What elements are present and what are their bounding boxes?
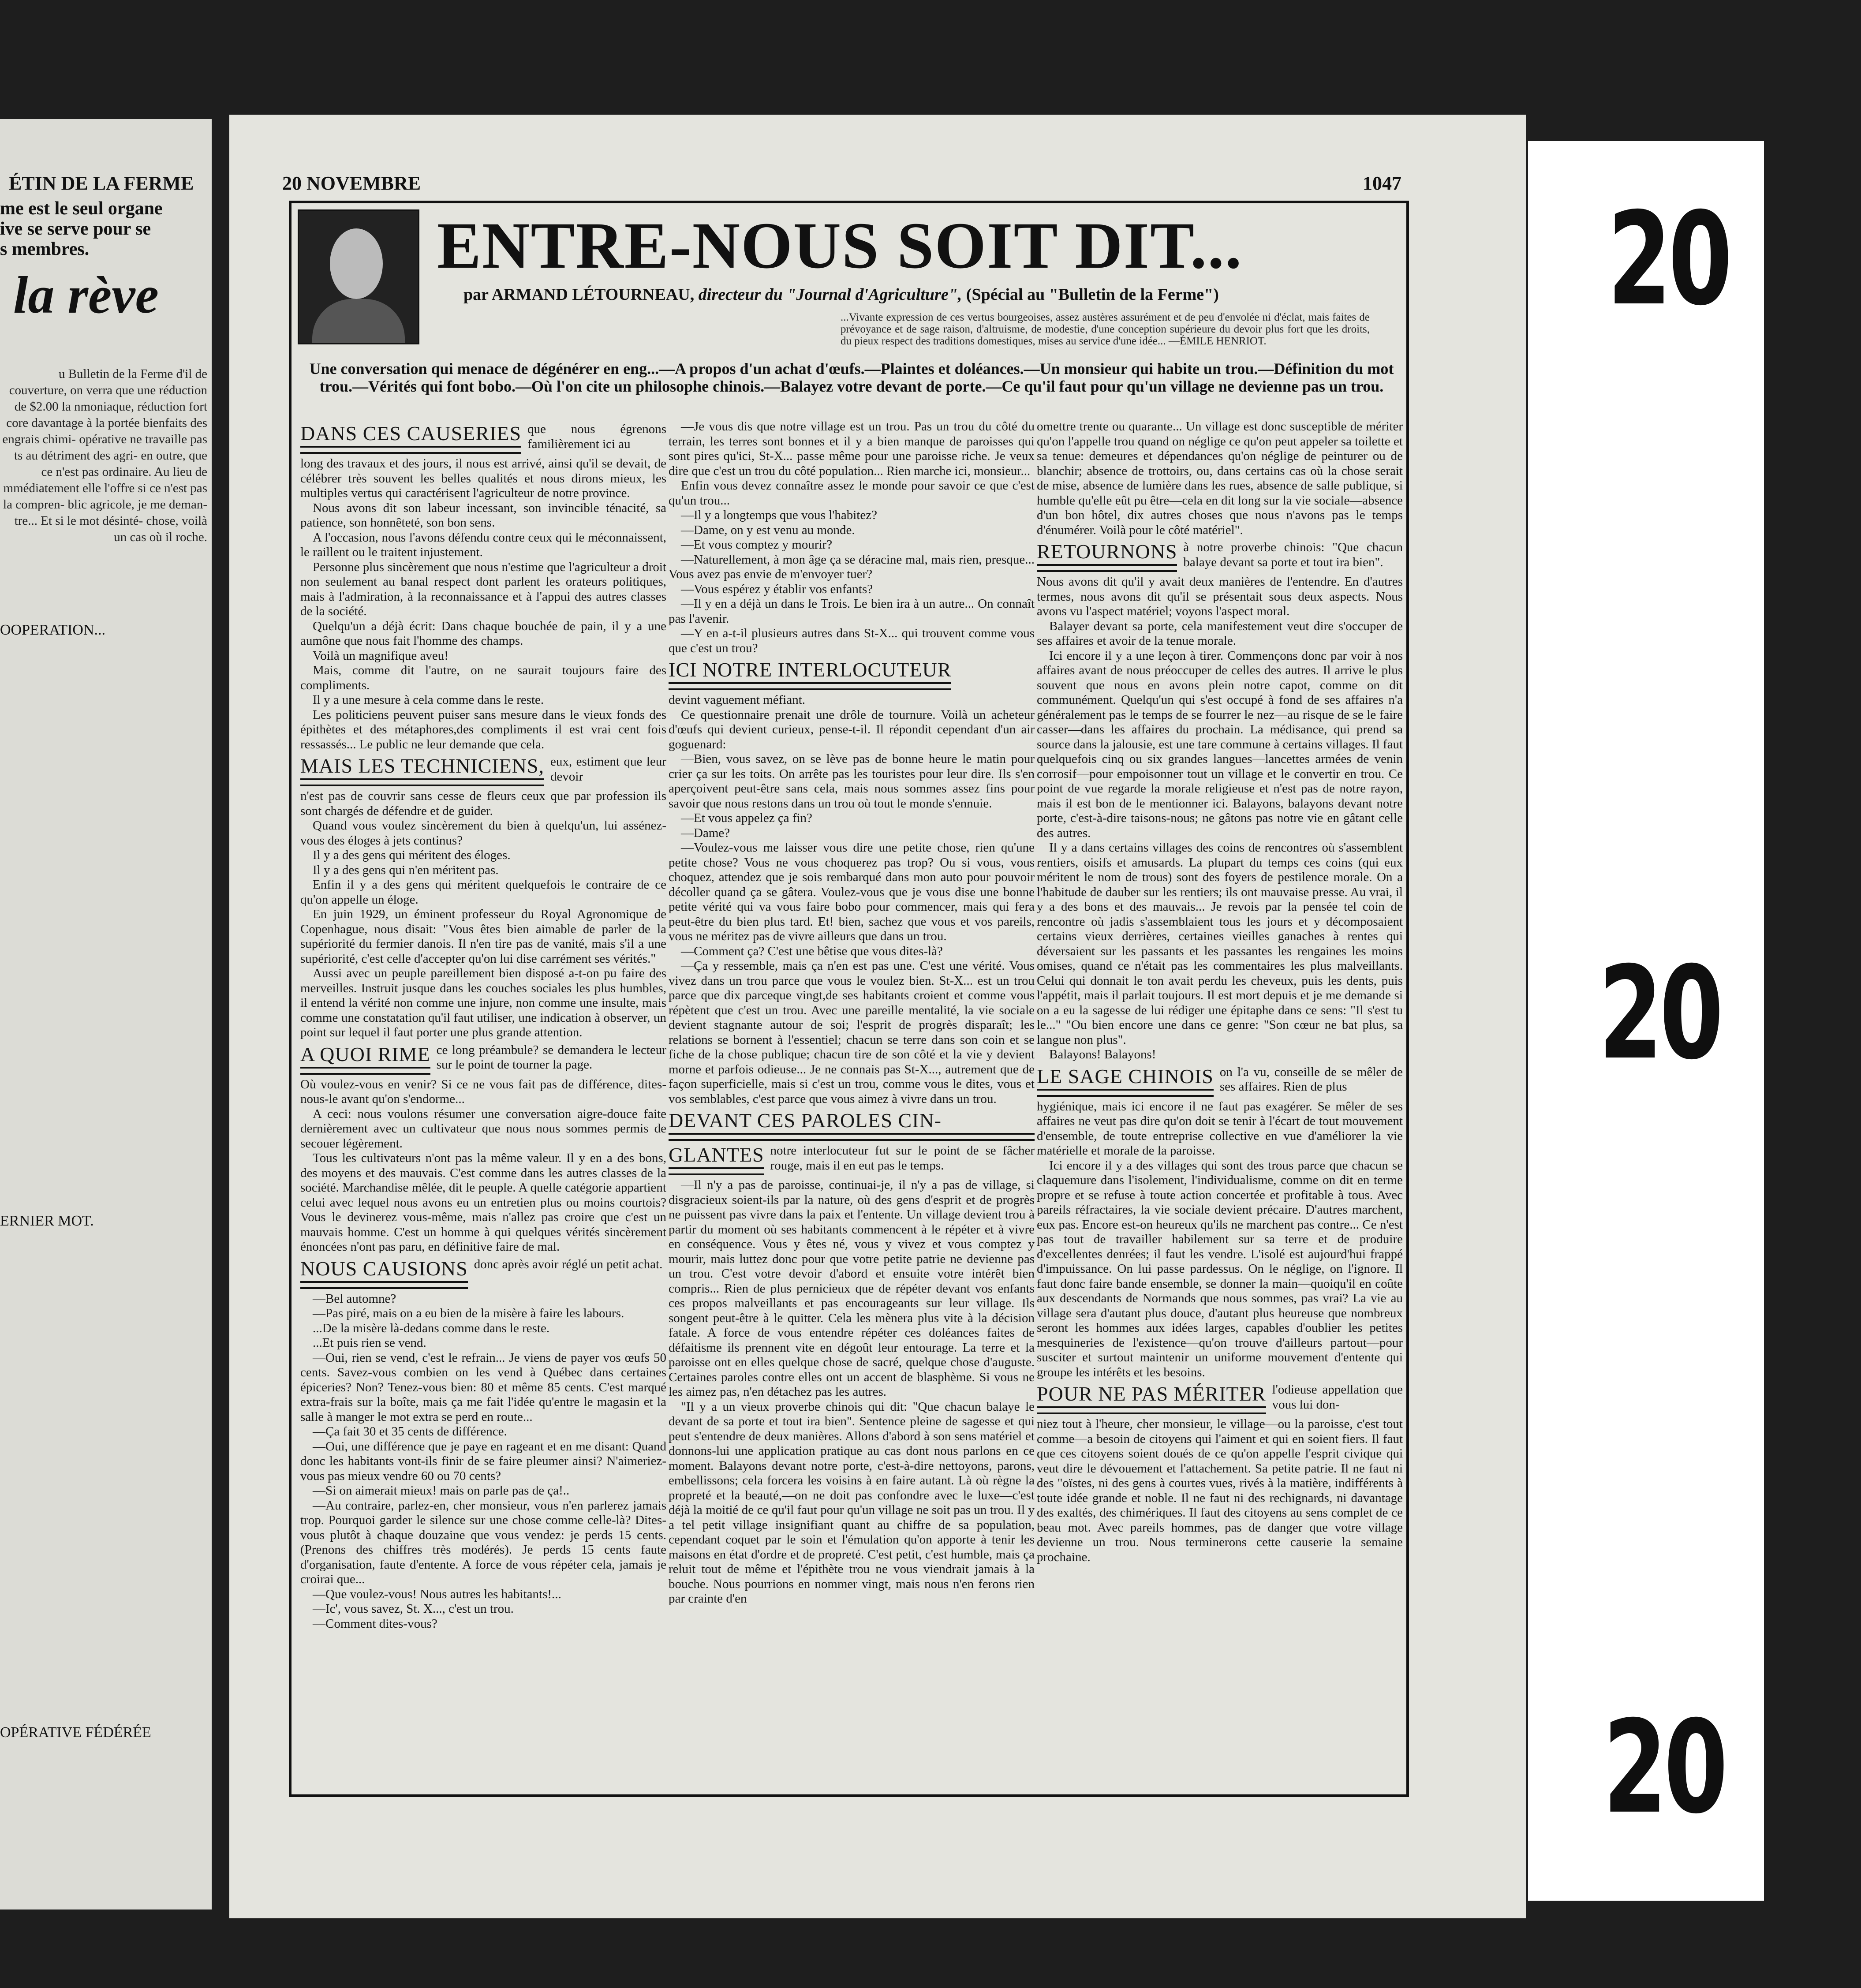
page-number: 1047 (1363, 172, 1401, 194)
portrait-shoulders (312, 299, 405, 343)
paragraph: Il y a une mesure à cela comme dans le reste. (313, 693, 544, 707)
frame-number: 20 (1607, 185, 1730, 334)
frame-number: 20 (1603, 1693, 1725, 1842)
previous-page-title: la rève (13, 265, 159, 324)
paragraph: Il y a des gens qui méritent des éloges. (313, 848, 511, 862)
subheading-side-text: l'odieuse appellation que vous lui don- (1272, 1383, 1403, 1412)
paragraph: —Naturellement, à mon âge ça se déracine mal, mais rien, presque... Vous avez pas envie de m'envoyer tuer? (669, 552, 1035, 581)
paragraph: —Bel automne? (313, 1291, 396, 1306)
paragraph: Ici encore il y a une leçon à tirer. Commençons donc par voir à nos affaires avant de nous préoccuper de celles des autres. Il arrive le plus souvent que nous en avons plein notre capot, comme on dit communément. Quelqu'un qui s'est occupé à fond de ses affaires n'a généralement pas le temps de se fourrer le nez—au risque de se le faire casser—dans les affaires du prochain. La médisance, qui prend sa source dans la jalousie, est une tare commune à certains villages. Il faut quelquefois cinq ou six grandes langues—lancettes armées de venin corrosif—pour empoisonner tout un village et le convertir en trou. Ce point de vue regarde la morale religieuse et n'est pas de notre rayon, mais il est bon de le mentionner ici. Balayons, balayons devant notre porte, c'est-à-dire taisons-nous; ne gâtons pas notre vie en gâtant celle des autres. (1037, 648, 1403, 840)
paragraph: —Je vous dis que notre village est un trou. Pas un trou du côté du terrain, les terres sont bonnes et il y a bien manque de paroisses qui sont pires qu'ici, St-X... passe même pour une paroisse riche. Je veux dire que c'est un trou du côté population... Rien marche ici, monsieur... (669, 419, 1035, 478)
paragraph: —Y en a-t-il plusieurs autres dans St-X... qui trouvent comme vous que c'est un trou? (669, 626, 1035, 655)
article-column-3 (1037, 419, 1403, 1782)
paragraph: n'est pas de couvrir sans cesse de fleurs ceux que par profession ils sont chargés de défendre et de guider. (300, 789, 666, 818)
subheading-block (669, 1143, 1035, 1175)
paragraph: —Voulez-vous me laisser vous dire une petite chose, rien qu'une petite chose? Vous ne vous choquerez pas trop? Ou si vous, vous choquez, attendez que je sois rembarqué dans mon auto pour pouvoir décoller quand ça se gâtera. Voulez-vous que je vous dise une bonne petite vérité qui va vous faire bobo pour commencer, mais qui fera peut-être du bien plus tard. Et! bien, sachez que vous et vos pareils, vous ne méritez pas de vivre ailleurs que dans un trou. (669, 841, 1035, 943)
paragraph: —Et vous appelez ça fin? (681, 811, 812, 825)
paragraph: Mais, comme dit l'autre, on ne saurait toujours faire des compliments. (300, 663, 666, 692)
subheading-block (300, 1043, 666, 1075)
paragraph: —Comment ça? C'est une bêtise que vous dites-là? (681, 944, 943, 958)
byline-author: par ARMAND LÉTOURNEAU, (463, 285, 695, 304)
article-byline (463, 285, 1219, 304)
author-portrait (298, 209, 419, 344)
frame-number: 20 (1599, 939, 1721, 1088)
paragraph: —Il n'y a pas de paroisse, continuai-je, il n'y a pas de village, si disgracieux soient-ils par la nature, où des gens d'esprit et de progrès ne puissent pas vivre dans la paix et l'entente. Un village devient trou à partir du moment où ses habitants commencent à le répéter et à vivre en conséquence. Vous y êtes né, vous y vivez et vous comptez y mourir, mais luttez donc pour que votre petite patrie ne devienne pas un trou. C'est votre devoir d'abord et ensuite votre intérêt bien compris... Rien de plus pernicieux que de répéter devant vos enfants ces propos malveillants et pas encourageants sur leur village. Ils songent peut-être à le quitter. Cela les mènera plus vite à la décision fatale. A force de vous entendre répéter ces doléances faites de défaitisme ils prennent vite en dégoût leur entourage. La terre et la paroisse ont en elles quelque chose de sacré, quelque chose d'auguste. Certaines paroles contre elles ont un accent de blasphème. Si vous ne les aimez pas, n'en détachez pas les autres. (669, 1178, 1035, 1399)
paragraph: —Pas piré, mais on a eu bien de la misère à faire les labours. (313, 1306, 624, 1320)
article-headline: ENTRE-NOUS SOIT DIT... (437, 209, 1243, 282)
paragraph: —Au contraire, parlez-en, cher monsieur, vous n'en parlerez jamais trop. Pourquoi garder le silence sur une chose comme celle-là? Dites-vous plutôt à chaque douzaine que vous vendez: je perds 15 cents. (Prenons des chiffres très modérés). Je perds 15 cents faute d'organisation, faute d'entente. A force de vous répéter cela, jamais je croirai que... (300, 1498, 666, 1586)
main-page (229, 115, 1526, 1918)
microfilm-margin (1528, 141, 1764, 1901)
previous-page-body: u Bulletin de la Ferme d'il de couverture, on verra que une réduction de $2.00 la nmoniaque, réduction fort core davantage à la portée bienfaits des engrais chimi- opérative ne travaille pas ts au détriment des agri- en outre, que ce n'est pas ordinaire. Au lieu de mmédiatement elle l'offre si ce n'est pas la compren- blic agricole, je me deman- tre... Et si le mot désinté- chose, voilà un cas où il roche. (2, 367, 207, 544)
paragraph: —Si on aimerait mieux! mais on parle pas de ça!.. (313, 1484, 570, 1498)
subtitle-line: me est le seul organe (0, 198, 163, 219)
subheading: DEVANT CES PAROLES CIN- (669, 1109, 1035, 1141)
paragraph: —Ça y ressemble, mais ça n'en est pas une. C'est une vérité. Vous vivez dans un trou parce que vous le voulez bien. St-X... est un trou parce que dix parceque vingt,de ses habitants croient et comme vous répètent que c'est un trou. Avec une pareille mentalité, la vie sociale devient stagnante autour de soi; l'esprit de progrès disparaît; les relations se bornent à l'essentiel; chacun se terre dans son coin et se fiche de la chose publique; chacun tire de son côté et la vie y devient morne et parfois odieuse... Je ne connais pas St-X..., autrement que de façon superficielle, mais si c'est un trou, comme vous le dites, vous et vos semblables, c'est parce que vous aimez à vivre dans un trou. (669, 959, 1035, 1106)
article-frame (289, 201, 1409, 1797)
paragraph: A ceci: nous voulons résumer une conversation aigre-douce faite dernièrement avec un cultivateur que nous nous sommes permis de secouer légèrement. (300, 1106, 666, 1151)
paragraph: —Que voulez-vous! Nous autres les habitants!... (313, 1587, 561, 1601)
paragraph: Enfin vous devez connaître assez le monde pour savoir ce que c'est qu'un trou... (669, 478, 1035, 508)
subtitle-line: ive se serve pour se (0, 219, 151, 239)
subheading-block (300, 755, 666, 786)
subheading: GLANTES (669, 1143, 764, 1175)
paragraph: —Ic', vous savez, St. X..., c'est un trou. (313, 1602, 514, 1616)
paragraph: Les politiciens peuvent puiser sans mesure dans le vieux fonds des épithètes et des métaphores,des compliments il est vrai cent fois ressassés... Le public ne leur demande que cela. (300, 707, 666, 751)
paragraph: Quelqu'un a déjà écrit: Dans chaque bouchée de pain, il y a une aumône que nous fait l'homme des champs. (300, 619, 666, 648)
subheading-side-text: ce long préambule? se demandera le lecteur sur le point de tourner la page. (436, 1043, 666, 1072)
paragraph: —Bien, vous savez, on se lève pas de bonne heure le matin pour crier ça sur les toits. On arrête pas les touristes pour leur dire. Ils s'en aperçoivent peut-être sans cela, mais nous sommes assez fins pour savoir que nous restons dans un trou où tout le monde s'ennuie. (669, 752, 1035, 811)
previous-page-subtitle (0, 198, 163, 259)
paragraph: —Oui, une différence que je paye en rageant et en me disant: Quand donc les habitants vont-ils finir de se faire pleumer ainsi? N'aimeriez-vous pas mieux vendre 60 ou 70 cents? (300, 1439, 666, 1483)
subheading: DANS CES CAUSERIES (300, 422, 521, 454)
subheading: POUR NE PAS MÉRITER (1037, 1383, 1266, 1414)
previous-page-section: ERNIER MOT. (0, 1213, 94, 1229)
paragraph: Tous les cultivateurs n'ont pas la même valeur. Il y en a des bons, des moyens et des mauvais. C'est comme dans les autres classes de la société. Marchandise mêlée, dit le peuple. A quelle catégorie appartient celui avec lequel nous avons eu un entretien plus ou moins courtois? Vous le devinerez vous-même, mais n'allez pas croire que c'est un mauvais homme. C'est un homme à qui quelques vérités sincèrement énoncées n'ont pas paru, en définitive faire de mal. (300, 1151, 666, 1254)
paragraph: Ici encore il y a des villages qui sont des trous parce que chacun se claquemure dans l'isolement, l'individualisme, comme on dit en terme propre et se refuse à toute action concertée et profitable à tous. Avec pareils réfractaires, la vie sociale devient précaire. D'autres marchent, eux pas. Encore est-on heureux qu'ils ne marchent pas contre... Ce n'est pas tout de travailler habilement sur sa terre et de produire d'excellentes denrées; il faut les vendre. L'isolé est aujourd'hui frappé d'impuissance. On lui passe pardessus. On le néglige, on l'ignore. Il faut donc faire bande ensemble, se donner la main—quoiqu'il en coûte aux descendants de Normands que nous sommes, pas vrai? La vie au village sera d'autant plus douce, d'autant plus heureuse que nombreux seront les hommes aux idées larges, capables d'oublier les petites mesquineries de l'existence—qu'on trouve d'ailleurs partout—pour susciter et surtout maintenir un uniforme mouvement d'entente qui groupe les intérêts et les besoins. (1037, 1158, 1403, 1379)
paragraph: long des travaux et des jours, il nous est arrivé, ainsi qu'il se devait, de célébrer très souvent les belles qualités et nous dirons mieux, les multiples vertus qui caractérisent l'agriculteur de notre province. (300, 456, 666, 500)
paragraph: ...Et puis rien se vend. (313, 1336, 426, 1350)
subheading-block (669, 658, 1035, 690)
paragraph: Enfin il y a des gens qui méritent quelquefois le contraire de ce qu'on appelle un éloge. (300, 878, 666, 907)
paragraph: —Oui, rien se vend, c'est le refrain... Je viens de payer vos œufs 50 cents. Savez-vous combien on les vend à Québec dans certaines épiceries? Non? Tenez-vous bien: 80 et même 85 cents. C'est marqué extra-frais sur la boîte, mais ça me fait l'idée qu'entre le magasin et la salle à manger le mot extra se perd en route... (300, 1350, 666, 1424)
paragraph: —Et vous comptez y mourir? (681, 538, 833, 552)
paragraph: omettre trente ou quarante... Un village est donc susceptible de mériter qu'on l'appelle trou quand on néglige ce qu'on peut appeler sa toilette et sa tenue: demeures et dépendances qu'on néglige de peinturer ou de blanchir; absence de trottoirs, ou, dans certains cas où la chose serait de mise, absence de lumière dans les rues, absence de salle publique, si humble qu'elle eût pu être—cela en dit long sur la vie sociale—absence d'un bon hôtel, dix autres choses que nous n'avons pas le temps d'énumérer. Voilà pour le côté matériel". (1037, 419, 1403, 537)
paragraph: Nous avons dit son labeur incessant, son invincible ténacité, sa patience, son honnêteté, son bon sens. (300, 501, 666, 530)
subheading-side-text: à notre proverbe chinois: "Que chacun balaye devant sa porte et tout ira bien". (1183, 540, 1403, 569)
subheading: ICI NOTRE INTERLOCUTEUR (669, 658, 951, 690)
article-summary: Une conversation qui menace de dégénérer en eng...—A propos d'un achat d'œufs.—Plaintes et doléances.—Un monsieur qui habite un trou.—Définition du mot trou.—Vérités qui font bobo.—Où l'on cite un philosophe chinois.—Balayez votre devant de porte.—Ce qu'il faut pour qu'un village ne devienne pas un trou. (309, 360, 1394, 395)
subheading-block (300, 422, 666, 454)
previous-page-fragment (0, 119, 212, 1910)
article-column-1 (300, 419, 666, 1782)
paragraph: Il y a des gens qui n'en méritent pas. (313, 863, 499, 877)
paragraph: —Dame? (681, 826, 730, 840)
previous-page-section: OPÉRATIVE FÉDÉRÉE (0, 1724, 151, 1741)
paragraph: —Il y a longtemps que vous l'habitez? (681, 508, 877, 522)
previous-page-header: ÉTIN DE LA FERME (9, 172, 194, 194)
subheading-block (1037, 1383, 1403, 1414)
article-column-2 (669, 419, 1035, 1782)
portrait-face (330, 228, 383, 299)
subheading: NOUS CAUSIONS (300, 1257, 468, 1289)
paragraph: Ce questionnaire prenait une drôle de tournure. Voilà un acheteur d'œufs qui devient curieux, pense-t-il. Il répondit cependant d'un air goguenard: (669, 707, 1035, 751)
paragraph: En juin 1929, un éminent professeur du Royal Agronomique de Copenhague, nous disait: "Vous êtes bien aimable de parler de la supériorité du fermier danois. Il n'en tire pas de vanité, mais s'il a une supériorité, c'est celle d'accepter qu'on lui dise carrément ses vérités." (300, 907, 666, 966)
paragraph: —Vous espérez y établir vos enfants? (681, 582, 873, 596)
byline-role: directeur du "Journal d'Agriculture", (698, 285, 962, 304)
paragraph: —Il y en a déjà un dans le Trois. Le bien ira à un autre... On connaît pas l'avenir. (669, 597, 1035, 626)
paragraph: Aussi avec un peuple pareillement bien disposé a-t-on pu faire des merveilles. Instruit jusque dans les couches sociales les plus humbles, il entend la vérité non comme une injure, non comme une insulte, mais comme une constatation qu'il faut utiliser, une indication à observer, un point sur lequel il faut porter une plus grande attention. (300, 966, 666, 1039)
byline-source: (Spécial au "Bulletin de la Ferme") (966, 285, 1219, 304)
paragraph: A l'occasion, nous l'avons défendu contre ceux qui le méconnaissent, le raillent ou le traitent injustement. (300, 530, 666, 559)
epigraph-quote: ...Vivante expression de ces vertus bourgeoises, assez austères assurément et de peu d'envolée ni d'éclat, mais faites de prévoyance et de sage raison, d'altruisme, de modestie, d'une conception supérieure du devoir plus fort que les droits, du pieux respect des traditions domestiques, mises au service d'une idée... —ÉMILE HENRIOT. (841, 311, 1370, 347)
paragraph: "Il y a un vieux proverbe chinois qui dit: "Que chacun balaye le devant de sa porte et tout ira bien". Sentence pleine de sagesse et qui peut s'entendre de deux manières. Allons d'abord à son sens matériel et donnons-lui une application pratique au cas dont nous parlons en ce moment. Balayons devant notre porte, c'est-à-dire nettoyons, parons, embellissons; cela forcera les voisins à en faire autant. Là où règne la propreté et la beauté,—on ne doit pas confondre avec le luxe—c'est déjà la moitié de ce qu'il faut pour qu'un village ne soit pas un trou. Il y a tel petit village insignifiant quant au chiffre de sa population, cependant coquet par le soin et l'émulation qu'on apporte à tenir les maisons en état d'ordre et de propreté. C'est petit, c'est humble, mais ça reluit tout de même et l'épithète trou ne vous viendrait jamais à la bouche. Nous pourrions en nommer vingt, mais nous n'en ferons rien par crainte d'en (669, 1399, 1035, 1606)
paragraph: Quand vous voulez sincèrement du bien à quelqu'un, lui assénez-vous des éloges à jets continus? (300, 818, 666, 848)
subheading-side-text: que nous égrenons familièrement ici au (527, 422, 666, 451)
subheading-side-text: eux, estiment que leur devoir (550, 755, 666, 784)
paragraph: Il y a dans certains villages des coins de rencontres où s'assemblent rentiers, oisifs et amusards. La plupart du temps ces coins (qui eux méritent le nom de trous) sont des foyers de pestilence morale. On a l'habitude de dauber sur les rentiers; ils ont mauvaise presse. Au vrai, il y a des bons et des mauvais... Je revois par la pensée tel coin de rencontre où jadis s'assemblaient tous les jours et y décomposaient certains vieux derrières, certaines vieilles ganaches à rentes qui déversaient sur les passants et les passantes les rengaines les moins omises, quand ce n'était pas les commentaires les plus malveillants. Celui qui donnait le ton avait perdu les cheveux, puis les dents, puis l'appétit, mais il parlait toujours. Il est mort depuis et je me demande si on a eu la sagesse de lui rédiger une épitaphe dans ce sens: "Il s'est tu le..." "Ou bien encore une dans ce genre: "Son cœur ne bat plus, sa langue non plus". (1037, 841, 1403, 1047)
paragraph: ...De la misère là-dedans comme dans le reste. (313, 1321, 550, 1335)
paragraph: hygiénique, mais ici encore il ne faut pas exagérer. Se mêler de ses affaires ne veut pas dire qu'on doit se tenir à l'écart de tout mouvement d'ensemble, de toute entreprise collective en vue d'améliorer la vie matérielle et morale de la paroisse. (1037, 1099, 1403, 1158)
paragraph: —Dame, on y est venu au monde. (681, 523, 855, 537)
subheading-side-text: notre interlocuteur fut sur le point de se fâcher rouge, mais il en eut pas le temps. (770, 1143, 1035, 1173)
paragraph: niez tout à l'heure, cher monsieur, le village—ou la paroisse, c'est tout comme—a besoin de citoyens qui l'aiment et qui en soient fiers. Il faut que ces citoyens soient doués de ce qu'on appelle l'esprit civique qui veut dire le dévouement et l'attachement. Sa petite patrie. Il ne faut ni des "oïstes, ni des gens à courtes vues, rivés à la matière, indifférents à toute idée grande et noble. Il ne faut ni des rechignards, ni davantage des exaltés, des chimériques. Il faut des citoyens au sens complet de ce beau mot. Avec pareils hommes, pas de danger que votre village devienne un trou. Nous terminerons cette causerie la semaine prochaine. (1037, 1417, 1403, 1564)
paragraph: Voilà un magnifique aveu! (313, 648, 448, 663)
subheading-block (1037, 540, 1403, 572)
paragraph: Où voulez-vous en venir? Si ce ne vous fait pas de différence, dites-nous-le avant qu'on s'endorme... (300, 1077, 666, 1106)
paragraph: Balayer devant sa porte, cela manifestement veut dire s'occuper de ses affaires et avoir de la tenue morale. (1037, 619, 1403, 648)
paragraph: Balayons! Balayons! (1049, 1047, 1156, 1061)
previous-page-section: OOPERATION... (0, 622, 105, 638)
paragraph: Personne plus sincèrement que nous n'estime que l'agriculteur a droit non seulement au banal respect dont parlent les orateurs politiques, mais à l'admiration, à la reconnaissance et à l'appui des autres classes de la société. (300, 560, 666, 618)
paragraph: —Comment dites-vous? (313, 1616, 437, 1631)
subheading: MAIS LES TECHNICIENS, (300, 755, 544, 786)
page-date: 20 NOVEMBRE (282, 172, 421, 194)
subheading: RETOURNONS (1037, 540, 1177, 572)
paragraph: —Ça fait 30 et 35 cents de différence. (313, 1424, 507, 1439)
subheading-block (1037, 1065, 1403, 1097)
subheading-side-text: donc après avoir réglé un petit achat. (474, 1257, 663, 1271)
paragraph: Nous avons dit qu'il y avait deux manières de l'entendre. En d'autres termes, nous avons dit qu'il se présentait sous deux aspects. Nous avons vu l'aspect matériel; voyons l'aspect moral. (1037, 575, 1403, 618)
subheading: A QUOI RIME (300, 1043, 430, 1075)
subtitle-line: s membres. (0, 239, 90, 259)
subheading-side-text: on l'a vu, conseille de se mêler de ses affaires. Rien de plus (1219, 1065, 1403, 1094)
subheading-block (300, 1257, 666, 1289)
paragraph: devint vaguement méfiant. (669, 693, 806, 707)
subheading: LE SAGE CHINOIS (1037, 1065, 1214, 1097)
